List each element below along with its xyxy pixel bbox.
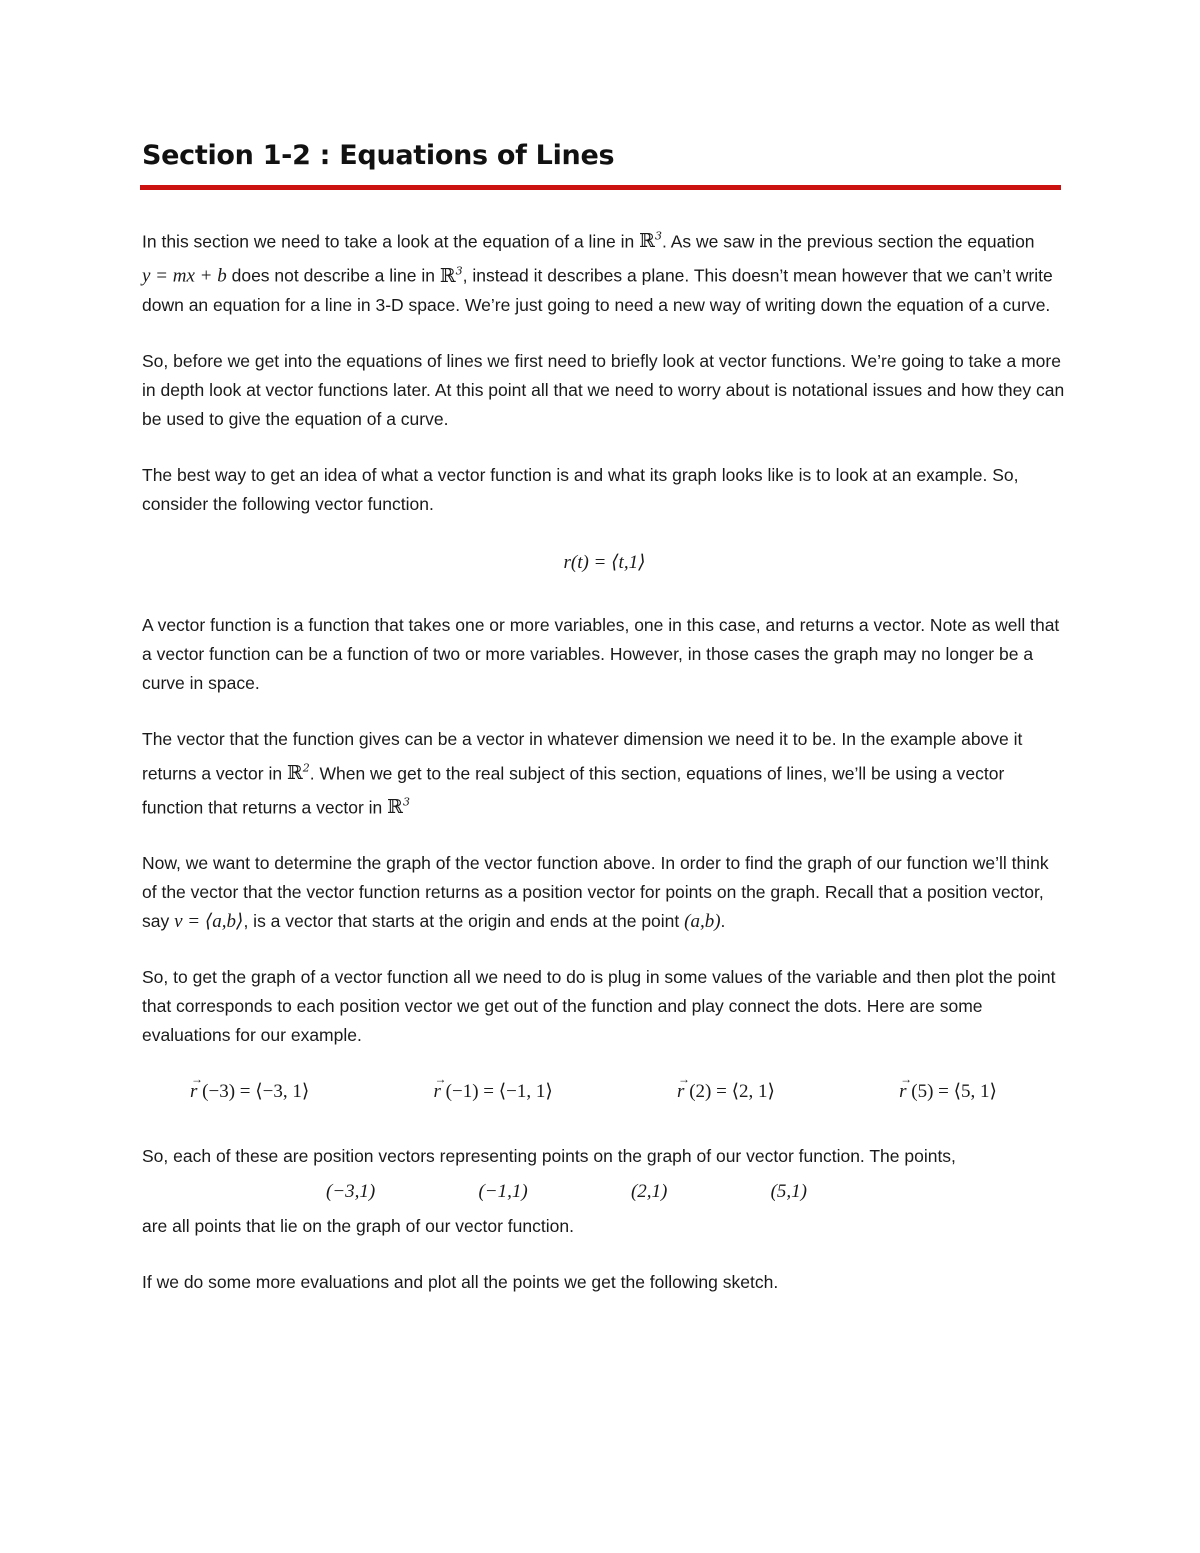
evaluation-item: → r (2) = ⟨2, 1⟩ bbox=[677, 1077, 775, 1106]
paragraph-points-on-graph: are all points that lie on the graph of our vector function. bbox=[142, 1216, 574, 1237]
evaluation-item: → r (−3) = ⟨−3, 1⟩ bbox=[190, 1077, 309, 1106]
line-equation: y = mx + b bbox=[142, 265, 227, 287]
section-title: Section 1-2 : Equations of Lines bbox=[142, 140, 615, 171]
r3-symbol: ℝ$^3$ bbox=[387, 795, 410, 819]
paragraph-example-intro: The best way to get an idea of what a vector function is and what its graph looks like is to look at an example. So, consider the following vector function. bbox=[142, 464, 1019, 514]
evaluation-item: → r (−1) = ⟨−1, 1⟩ bbox=[434, 1077, 553, 1106]
r3-symbol: ℝ$^3$ bbox=[439, 264, 463, 287]
document-body bbox=[142, 222, 1067, 1324]
v-definition: v = ⟨a,b⟩ bbox=[174, 911, 244, 933]
r2-symbol: ℝ$^2$ bbox=[286, 761, 310, 784]
point-item: (2,1) bbox=[630, 1181, 668, 1203]
r3-symbol: ℝ$^3$ bbox=[639, 230, 662, 253]
title-underline bbox=[140, 185, 1061, 190]
point-item: (−1,1) bbox=[478, 1181, 528, 1203]
paragraph-points-intro: So, each of these are position vectors representing points on the graph of our vector function. The points, bbox=[142, 1146, 956, 1167]
point-item: (5,1) bbox=[770, 1181, 807, 1203]
evaluation-item: → r (5) = ⟨5, 1⟩ bbox=[899, 1077, 997, 1106]
paragraph-dimension: The vector that the function gives can be a vector in whatever dimension we need it to be. In the example above it returns a vector in ℝ$^2$. When we get to the real subject of this section, equations of lines, we’ll be using a vector function that returns a vector in ℝ$^3$ bbox=[142, 728, 1023, 819]
paragraph-sketch-intro: If we do some more evaluations and plot all the points we get the following sketch. bbox=[142, 1272, 779, 1293]
vector-function-display: r(t) = ⟨t,1⟩ bbox=[563, 551, 646, 573]
paragraph-plot-method: So, to get the graph of a vector function all we need to do is plug in some values of the variable and then plot the point that corresponds to each position vector we get out of the function and play connect the dots. Here are some evaluations for our example. bbox=[142, 967, 1056, 1046]
paragraph-definition: A vector function is a function that takes one or more variables, one in this case, and returns a vector. Note as well that a vector function can be a function of two or more variables. However, in those cases the graph may no longer be a curve in space. bbox=[142, 614, 1060, 693]
paragraph-vector-functions: So, before we get into the equations of lines we first need to briefly look at vector functions. We’re going to take a more in depth look at vector functions later. At this point all that we need to worry about is notational issues and how they can be used to give the equation of a curve. bbox=[142, 350, 1065, 429]
paragraph-position-vector: Now, we want to determine the graph of the vector function above. In order to find the graph of our function we’ll think of the vector that the vector function returns as a position vector for points on the graph. Recall that a position vector, say v = ⟨a,b⟩, is a vector that starts at the origin and ends at the point (a,b). bbox=[142, 853, 1049, 933]
points-row bbox=[326, 1177, 807, 1206]
evaluations-row bbox=[190, 1077, 997, 1106]
point-item: (−3,1) bbox=[326, 1181, 376, 1203]
point-ab: (a,b) bbox=[684, 911, 721, 933]
paragraph-intro: In this section we need to take a look at the equation of a line in ℝ$^3$. As we saw in the previous section the equation y = mx + b does not describe a line in ℝ$^3$, instead it describes a plane. This doesn’t mean however that we can’t write down an equation for a line in 3-D space. We’re just going to need a new way of writing down the equation of a curve. bbox=[142, 230, 1053, 315]
